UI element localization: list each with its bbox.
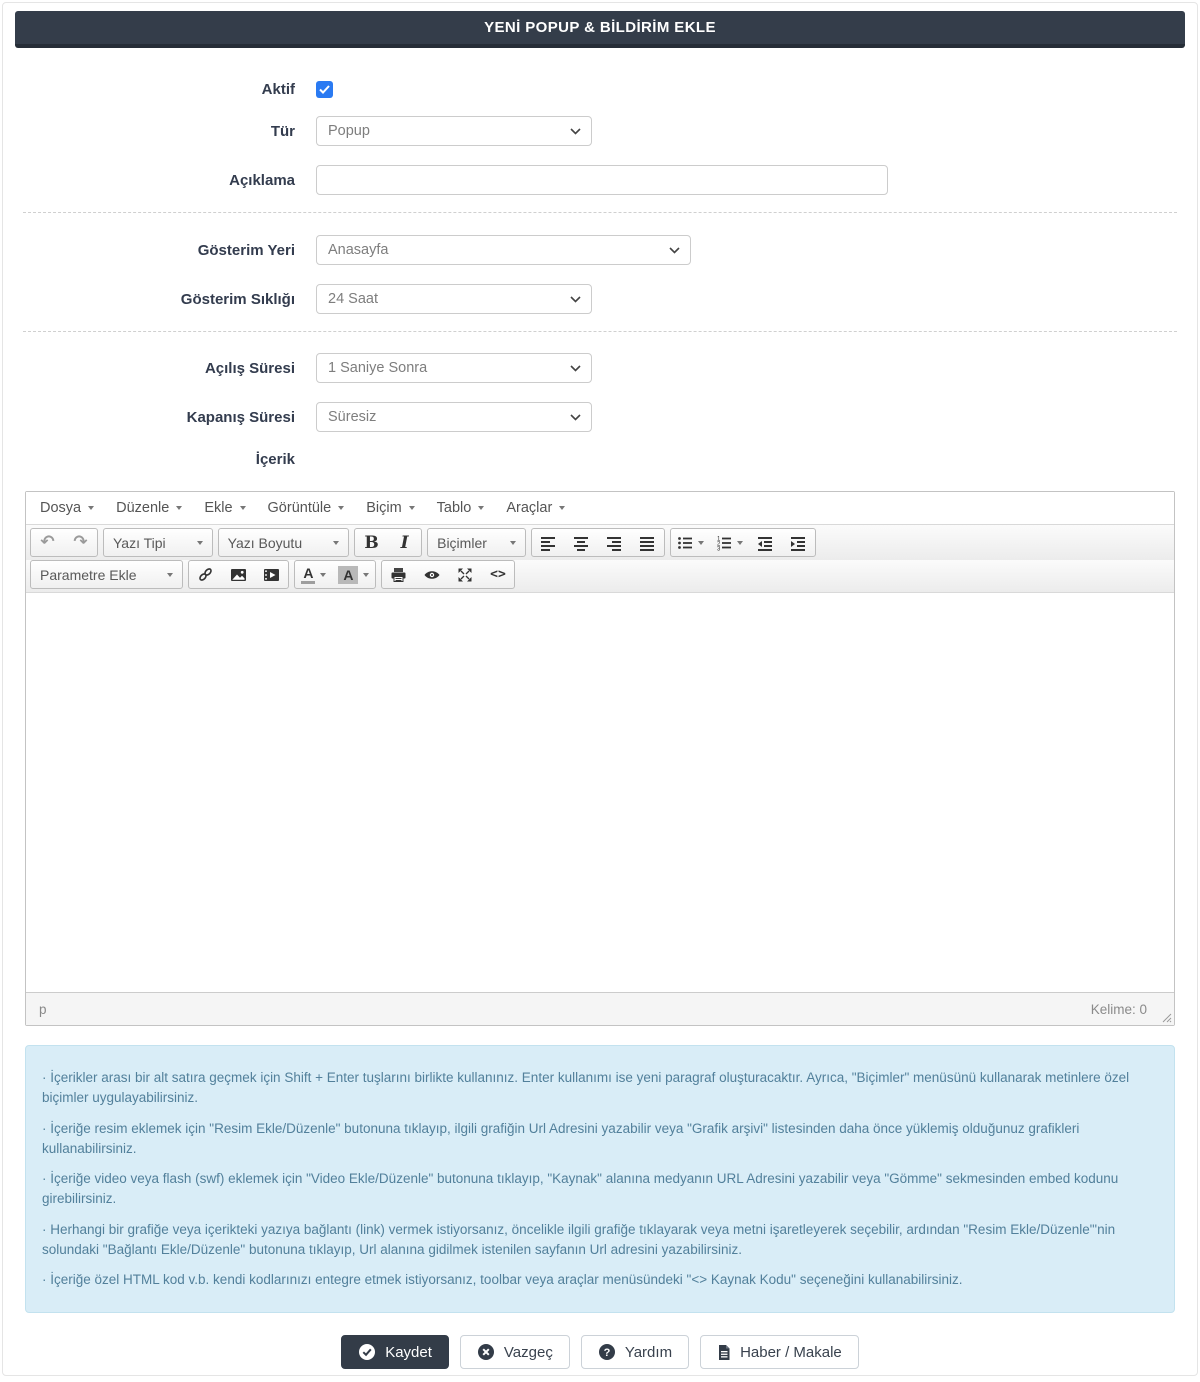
svg-text:2: 2 <box>716 541 721 547</box>
question-circle-icon <box>598 1343 616 1361</box>
display-location-label: Gösterim Yeri <box>197 241 295 259</box>
page-title-bar <box>15 11 1185 48</box>
display-frequency-label: Gösterim Sıklığı <box>180 290 295 308</box>
row-open-delay <box>3 353 1197 383</box>
italic-icon: I <box>400 532 409 553</box>
check-circle-icon <box>358 1343 376 1361</box>
numbered-list-button[interactable] <box>710 529 749 556</box>
caret-down-icon <box>320 573 326 577</box>
info-item: · İçerikler arası bir alt satıra geçmek için Shift + Enter tuşlarını birlikte kullanınız. Enter kullanımı ise yeni paragraf oluşturacaktır. Ayrıca, "Biçimler" menüsünü kullanarak metinlere özel biçimler uygulayabilirsiniz. <box>42 1070 1130 1106</box>
content-editor <box>25 491 1175 1026</box>
active-checkbox[interactable] <box>316 81 333 98</box>
open-delay-label: Açılış Süresi <box>204 359 295 377</box>
caret-down-icon <box>240 506 246 510</box>
chevron-down-icon <box>570 296 581 303</box>
help-button[interactable]: ? Yardım <box>581 1335 689 1369</box>
align-center-button[interactable] <box>565 529 598 556</box>
text-color-icon: A <box>301 566 315 584</box>
editor-toolbar-row1 <box>26 525 1174 560</box>
section-divider <box>23 212 1177 213</box>
type-select-value: Popup <box>328 123 370 139</box>
fullscreen-icon <box>457 567 473 583</box>
caret-down-icon <box>176 506 182 510</box>
close-delay-value: Süresiz <box>328 409 377 425</box>
font-family-dropdown[interactable]: Yazı Tipi <box>104 529 212 556</box>
type-select[interactable] <box>316 116 592 146</box>
help-info-box <box>25 1045 1175 1313</box>
caret-down-icon <box>333 541 339 545</box>
caret-down-icon <box>559 506 565 510</box>
caret-down-icon <box>409 506 415 510</box>
eye-icon <box>423 567 441 583</box>
action-buttons <box>3 1335 1197 1369</box>
caret-down-icon <box>197 541 203 545</box>
svg-text:3: 3 <box>716 546 721 551</box>
link-button[interactable] <box>189 561 222 588</box>
text-color-button[interactable] <box>295 561 332 588</box>
info-item: · Herhangi bir grafiğe veya içerikteki yazıya bağlantı (link) vermek istiyorsanız, öncelikle ilgili grafiğe tıklayarak veya metni işaretleyerek seçebilir, ardından "Resim Ekle/Düzenle"'nin solundaki "Bağlantı Ekle/Düzenle" butonuna tıklayıp, Url alanına gidilmek istenilen sayfanın Url adresini yazabilirsiniz. <box>42 1221 1116 1257</box>
outdent-icon <box>757 535 773 551</box>
info-item: · İçeriğe özel HTML kod v.b. kendi kodlarınızı entegre etmek istiyorsanız, toolbar veya araçlar menüsündeki "<> Kaynak Kodu" seçeneğini kullanabilirsiniz. <box>42 1272 963 1287</box>
link-icon <box>197 566 214 583</box>
description-input[interactable] <box>316 165 888 195</box>
display-location-value: Anasayfa <box>328 242 389 258</box>
media-button[interactable] <box>255 561 288 588</box>
menu-view[interactable]: Görüntüle <box>257 494 356 522</box>
indent-button[interactable] <box>782 529 815 556</box>
align-right-icon <box>606 535 622 551</box>
insert-parameter-dropdown[interactable]: Parametre Ekle <box>31 561 182 588</box>
caret-down-icon <box>510 541 516 545</box>
align-center-icon <box>573 535 589 551</box>
info-item: · İçeriğe video veya flash (swf) eklemek için "Video Ekle/Düzenle" butonuna tıklayıp, "Kaynak" alanına medyanın URL Adresini yazabilir veya "Gömme" sekmesinden embed kodunu girebilirsiniz. <box>42 1171 1119 1207</box>
menu-format[interactable]: Biçim <box>355 494 425 522</box>
description-label: Açıklama <box>229 171 295 189</box>
bullet-list-icon <box>677 535 693 551</box>
row-description <box>3 165 1197 195</box>
svg-text:1: 1 <box>716 536 721 542</box>
chevron-down-icon <box>570 365 581 372</box>
info-item: · İçeriğe resim eklemek için "Resim Ekle/Düzenle" butonuna tıklayıp, ilgili grafiğin Url Adresini yazabilir veya "Grafik arşivi" listesinden daha önce yüklemiş olduğunuz grafikleri kullanabilirsiniz. <box>42 1120 1080 1156</box>
undo-icon: ↶ <box>40 532 55 552</box>
row-type <box>3 116 1197 146</box>
caret-down-icon <box>167 573 173 577</box>
print-icon <box>390 567 407 583</box>
open-delay-value: 1 Saniye Sonra <box>328 360 428 376</box>
page <box>2 2 1198 1376</box>
section-divider <box>23 331 1177 332</box>
row-display-frequency <box>3 284 1197 314</box>
align-left-button[interactable] <box>532 529 565 556</box>
source-code-button[interactable] <box>481 561 514 588</box>
font-size-dropdown[interactable]: Yazı Boyutu <box>219 529 348 556</box>
image-icon <box>230 567 247 583</box>
save-button[interactable]: Kaydet <box>341 1335 449 1369</box>
cancel-button[interactable]: Vazgeç <box>460 1335 570 1369</box>
row-active <box>3 81 1197 98</box>
menu-tools[interactable]: Araçlar <box>495 494 576 522</box>
active-label: Aktif <box>261 81 295 98</box>
align-right-button[interactable] <box>598 529 631 556</box>
page-title: YENİ POPUP & BİLDİRİM EKLE <box>484 19 716 36</box>
row-content <box>3 451 1197 468</box>
caret-down-icon <box>88 506 94 510</box>
document-icon <box>717 1344 731 1361</box>
indent-icon <box>790 535 806 551</box>
source-code-icon: <> <box>490 567 506 582</box>
formats-dropdown[interactable]: Biçimler <box>428 529 525 556</box>
background-color-icon: A <box>338 566 358 584</box>
x-circle-icon <box>477 1343 495 1361</box>
resize-grip-icon[interactable] <box>1162 1013 1172 1023</box>
outdent-button[interactable] <box>749 529 782 556</box>
content-label: İçerik <box>255 451 295 468</box>
type-label: Tür <box>270 122 295 140</box>
preview-button[interactable] <box>415 561 448 588</box>
fullscreen-button[interactable] <box>448 561 481 588</box>
bold-button[interactable] <box>355 529 388 556</box>
chevron-down-icon <box>669 247 680 254</box>
menu-insert[interactable]: Ekle <box>193 494 256 522</box>
align-justify-icon <box>639 535 655 551</box>
row-close-delay <box>3 402 1197 432</box>
bullet-list-button[interactable] <box>671 529 710 556</box>
display-frequency-value: 24 Saat <box>328 291 378 307</box>
editor-menubar <box>26 492 1174 525</box>
display-location-select[interactable] <box>316 235 691 265</box>
redo-button[interactable] <box>64 529 97 556</box>
italic-button[interactable] <box>388 529 421 556</box>
align-justify-button[interactable] <box>631 529 664 556</box>
editor-statusbar <box>26 992 1174 1025</box>
element-path[interactable]: p <box>39 1001 47 1017</box>
background-color-button[interactable] <box>332 561 375 588</box>
close-delay-select[interactable] <box>316 402 592 432</box>
align-left-icon <box>540 535 556 551</box>
popup-form <box>3 48 1197 468</box>
undo-button[interactable] <box>31 529 64 556</box>
checkmark-icon <box>319 85 330 94</box>
caret-down-icon <box>338 506 344 510</box>
word-count: Kelime: 0 <box>1090 1001 1147 1017</box>
print-button[interactable] <box>382 561 415 588</box>
svg-text:?: ? <box>603 1347 611 1360</box>
editor-toolbar-row2 <box>26 560 1174 593</box>
close-delay-label: Kapanış Süresi <box>186 408 295 426</box>
editor-content-area[interactable] <box>26 593 1174 992</box>
menu-file[interactable]: Dosya <box>29 494 105 522</box>
redo-icon: ↷ <box>73 532 88 552</box>
chevron-down-icon <box>570 414 581 421</box>
bold-icon: B <box>364 532 379 553</box>
news-article-button[interactable]: Haber / Makale <box>700 1335 859 1369</box>
menu-table[interactable]: Tablo <box>426 494 496 522</box>
caret-down-icon <box>737 541 743 545</box>
menu-edit[interactable]: Düzenle <box>105 494 193 522</box>
display-frequency-select[interactable] <box>316 284 592 314</box>
caret-down-icon <box>363 573 369 577</box>
numbered-list-icon <box>716 535 732 551</box>
open-delay-select[interactable] <box>316 353 592 383</box>
chevron-down-icon <box>570 128 581 135</box>
caret-down-icon <box>698 541 704 545</box>
image-button[interactable] <box>222 561 255 588</box>
media-icon <box>263 567 280 583</box>
row-display-location <box>3 235 1197 265</box>
caret-down-icon <box>478 506 484 510</box>
